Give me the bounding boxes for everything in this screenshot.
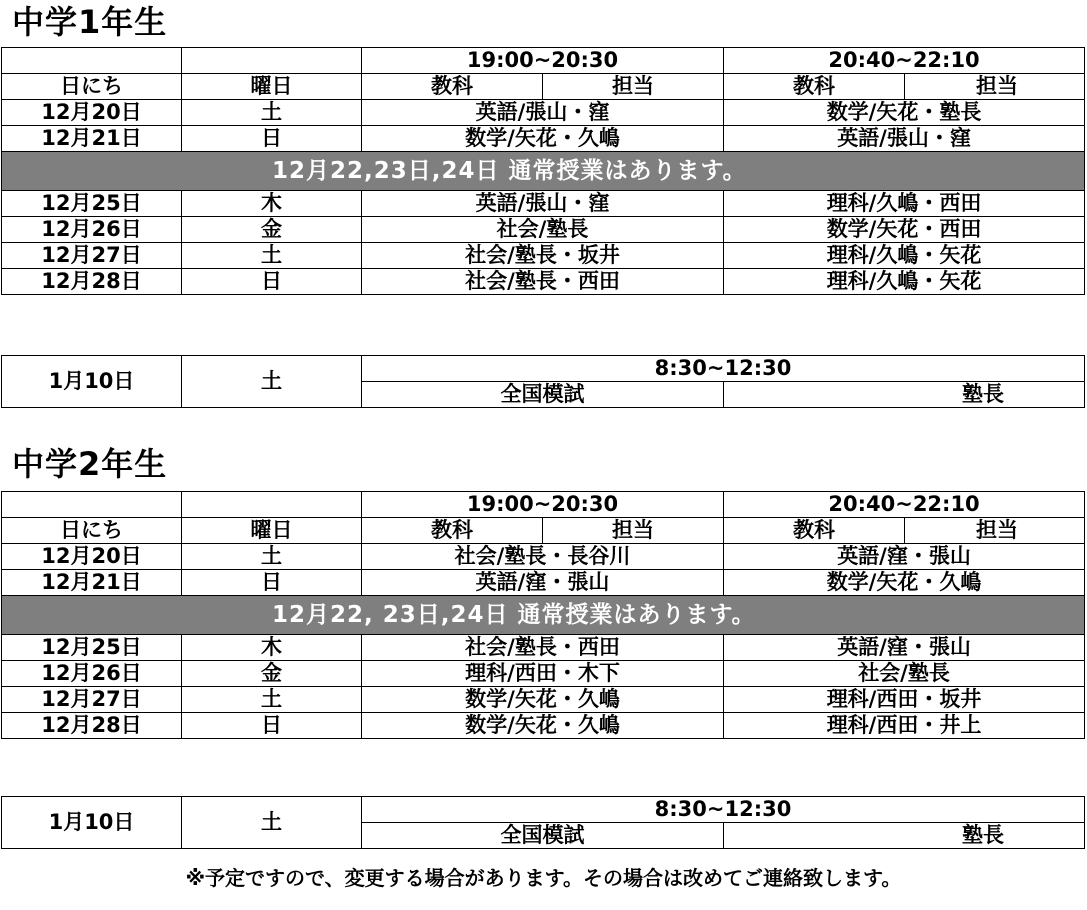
day-cell: 金 — [182, 217, 362, 243]
slot2-cell: 数学/矢花・西田 — [724, 217, 1085, 243]
slot2-cell: 数学/矢花・久嶋 — [724, 570, 1085, 596]
time-slot-1: 19:00~20:30 — [362, 492, 724, 518]
exam-name-cell: 全国模試 — [362, 823, 724, 849]
time-slot-header-row — [2, 492, 1085, 518]
slot1-cell: 英語/張山・窪 — [362, 100, 724, 126]
day-cell: 木 — [182, 191, 362, 217]
slot1-cell: 社会/塾長・西田 — [362, 269, 724, 295]
table-row — [2, 570, 1085, 596]
column-header-row — [2, 518, 1085, 544]
blank-cell — [182, 48, 362, 74]
exam-row-top — [2, 356, 1085, 382]
slot1-cell: 社会/塾長 — [362, 217, 724, 243]
time-slot-2: 20:40~22:10 — [724, 48, 1085, 74]
table-row — [2, 661, 1085, 687]
slot1-cell: 数学/矢花・久嶋 — [362, 713, 724, 739]
day-cell: 木 — [182, 635, 362, 661]
header-date: 日にち — [2, 74, 182, 100]
day-cell: 日 — [182, 126, 362, 152]
day-cell: 土 — [182, 544, 362, 570]
slot1-cell: 社会/塾長・坂井 — [362, 243, 724, 269]
section-title-grade2: 中学2年生 — [12, 445, 168, 483]
date-cell: 12月26日 — [2, 217, 182, 243]
date-cell: 12月20日 — [2, 544, 182, 570]
regular-class-banner-row — [2, 596, 1085, 635]
footer-note: ※予定ですので、変更する場合があります。その場合は改めてご連絡致します。 — [185, 866, 902, 890]
slot1-cell: 社会/塾長・長谷川 — [362, 544, 724, 570]
exam-date-cell: 1月10日 — [2, 356, 182, 408]
slot2-cell: 理科/久嶋・西田 — [724, 191, 1085, 217]
blank-cell — [182, 492, 362, 518]
table-row — [2, 126, 1085, 152]
table-row — [2, 269, 1085, 295]
slot2-cell: 理科/西田・坂井 — [724, 687, 1085, 713]
table-row — [2, 713, 1085, 739]
date-cell: 12月27日 — [2, 243, 182, 269]
date-cell: 12月21日 — [2, 570, 182, 596]
table-row — [2, 217, 1085, 243]
exam-time-cell: 8:30~12:30 — [362, 797, 1085, 823]
table-row — [2, 635, 1085, 661]
slot2-cell: 英語/窪・張山 — [724, 544, 1085, 570]
column-header-row — [2, 74, 1085, 100]
header-subject-2: 教科 — [724, 74, 905, 100]
exam-day-cell: 土 — [182, 797, 362, 849]
header-teacher-1: 担当 — [543, 74, 724, 100]
regular-class-banner: 12月22,23日,24日 通常授業はあります。 — [2, 152, 1085, 191]
header-day: 曜日 — [182, 74, 362, 100]
header-teacher-2: 担当 — [905, 518, 1085, 544]
date-cell: 12月21日 — [2, 126, 182, 152]
date-cell: 12月26日 — [2, 661, 182, 687]
slot2-cell: 社会/塾長 — [724, 661, 1085, 687]
regular-class-banner-row — [2, 152, 1085, 191]
slot1-cell: 社会/塾長・西田 — [362, 635, 724, 661]
header-subject-1: 教科 — [362, 518, 543, 544]
exam-teacher-cell: 塾長 — [724, 382, 1085, 408]
slot1-cell: 英語/窪・張山 — [362, 570, 724, 596]
slot1-cell: 英語/張山・窪 — [362, 191, 724, 217]
exam-date-cell: 1月10日 — [2, 797, 182, 849]
exam-table-grade1 — [1, 355, 1085, 408]
header-day: 曜日 — [182, 518, 362, 544]
exam-teacher-cell: 塾長 — [724, 823, 1085, 849]
exam-table-grade2 — [1, 796, 1085, 849]
exam-name-cell: 全国模試 — [362, 382, 724, 408]
date-cell: 12月20日 — [2, 100, 182, 126]
header-subject-2: 教科 — [724, 518, 905, 544]
table-row — [2, 100, 1085, 126]
date-cell: 12月25日 — [2, 635, 182, 661]
header-date: 日にち — [2, 518, 182, 544]
day-cell: 日 — [182, 570, 362, 596]
day-cell: 日 — [182, 713, 362, 739]
day-cell: 土 — [182, 687, 362, 713]
header-teacher-2: 担当 — [905, 74, 1085, 100]
exam-time-cell: 8:30~12:30 — [362, 356, 1085, 382]
date-cell: 12月25日 — [2, 191, 182, 217]
time-slot-1: 19:00~20:30 — [362, 48, 724, 74]
schedule-table-grade1 — [1, 47, 1085, 295]
section-title-grade1: 中学1年生 — [12, 3, 168, 41]
date-cell: 12月28日 — [2, 269, 182, 295]
header-subject-1: 教科 — [362, 74, 543, 100]
time-slot-2: 20:40~22:10 — [724, 492, 1085, 518]
day-cell: 土 — [182, 243, 362, 269]
exam-day-cell: 土 — [182, 356, 362, 408]
date-cell: 12月27日 — [2, 687, 182, 713]
slot2-cell: 理科/西田・井上 — [724, 713, 1085, 739]
day-cell: 金 — [182, 661, 362, 687]
slot2-cell: 英語/窪・張山 — [724, 635, 1085, 661]
schedule-table-grade2 — [1, 491, 1085, 739]
day-cell: 土 — [182, 100, 362, 126]
slot2-cell: 理科/久嶋・矢花 — [724, 269, 1085, 295]
slot2-cell: 英語/張山・窪 — [724, 126, 1085, 152]
slot2-cell: 理科/久嶋・矢花 — [724, 243, 1085, 269]
blank-cell — [2, 48, 182, 74]
regular-class-banner: 12月22, 23日,24日 通常授業はあります。 — [2, 596, 1085, 635]
blank-cell — [2, 492, 182, 518]
date-cell: 12月28日 — [2, 713, 182, 739]
table-row — [2, 243, 1085, 269]
slot1-cell: 数学/矢花・久嶋 — [362, 126, 724, 152]
slot2-cell: 数学/矢花・塾長 — [724, 100, 1085, 126]
table-row — [2, 191, 1085, 217]
time-slot-header-row — [2, 48, 1085, 74]
table-row — [2, 544, 1085, 570]
header-teacher-1: 担当 — [543, 518, 724, 544]
slot1-cell: 理科/西田・木下 — [362, 661, 724, 687]
day-cell: 日 — [182, 269, 362, 295]
slot1-cell: 数学/矢花・久嶋 — [362, 687, 724, 713]
table-row — [2, 687, 1085, 713]
exam-row-top — [2, 797, 1085, 823]
